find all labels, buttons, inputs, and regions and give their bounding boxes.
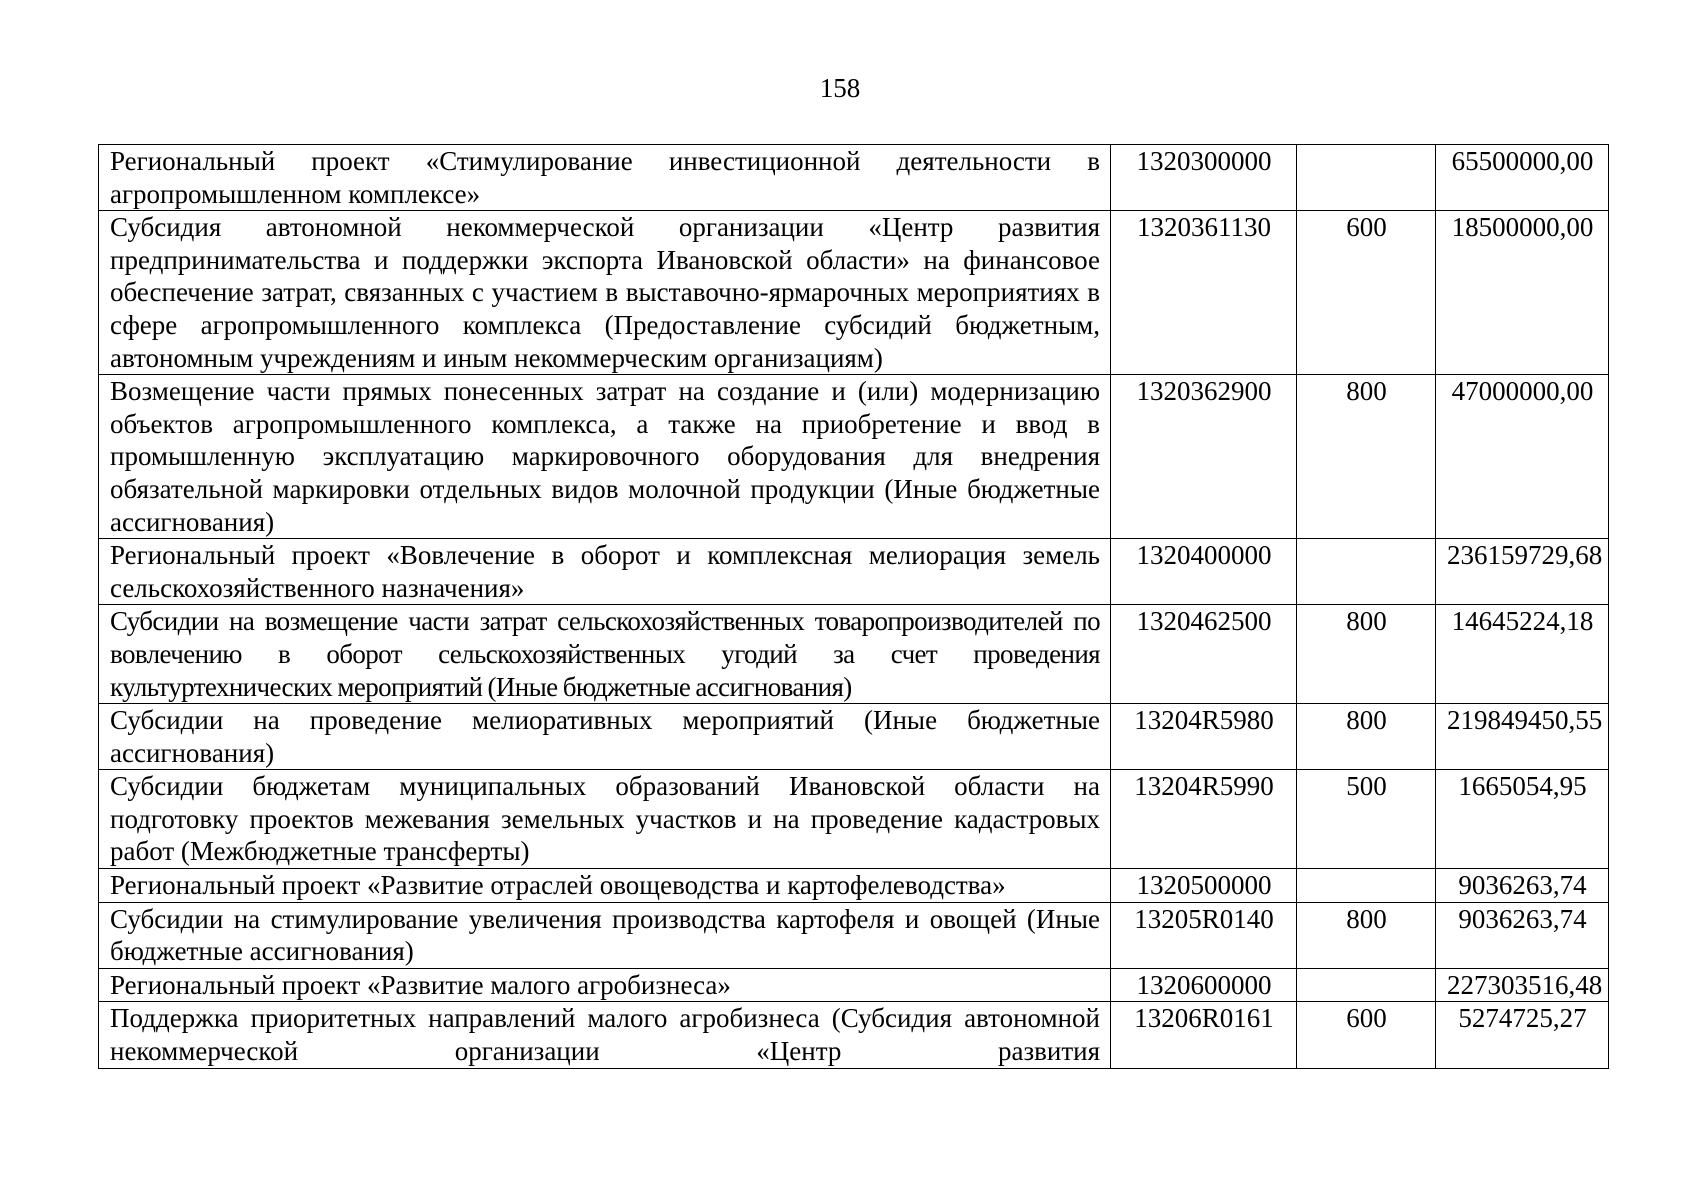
- row-name: Субсидии бюджетам муниципальных образований Ивановской области на подготовку проектов межевания земельных участков и на проведение кадастровых работ (Межбюджетные трансферты): [99, 770, 1111, 869]
- row-amount: 5274725,27: [1436, 1002, 1609, 1068]
- page-number: 158: [819, 73, 861, 103]
- table-row: [99, 145, 1609, 211]
- row-name: Региональный проект «Развитие малого агробизнеса»: [99, 968, 1111, 1002]
- table-row: [99, 869, 1609, 903]
- budget-allocation-table: [98, 144, 1609, 1069]
- row-amount: 9036263,74: [1436, 902, 1609, 968]
- row-name: Субсидии на проведение мелиоративных мероприятий (Иные бюджетные ассигнования): [99, 704, 1111, 770]
- row-target-code: 13204R5990: [1111, 770, 1297, 869]
- row-expense-type: [1297, 968, 1436, 1002]
- row-target-code: 13206R0161: [1111, 1002, 1297, 1068]
- row-amount: 219849450,55: [1436, 704, 1609, 770]
- row-expense-type: 600: [1297, 1002, 1436, 1068]
- row-expense-type: [1297, 869, 1436, 903]
- table-row: [99, 704, 1609, 770]
- row-target-code: 1320362900: [1111, 375, 1297, 539]
- row-amount: 9036263,74: [1436, 869, 1609, 903]
- row-target-code: 13204R5980: [1111, 704, 1297, 770]
- row-expense-type: 500: [1297, 770, 1436, 869]
- table-row: [99, 968, 1609, 1002]
- table-row: [99, 539, 1609, 605]
- table-row: [99, 902, 1609, 968]
- table-row: [99, 770, 1609, 869]
- row-amount: 14645224,18: [1436, 605, 1609, 704]
- row-name: Региональный проект «Стимулирование инвестиционной деятельности в агропромышленном комплексе»: [99, 145, 1111, 211]
- row-expense-type: 800: [1297, 704, 1436, 770]
- row-amount: 227303516,48: [1436, 968, 1609, 1002]
- row-expense-type: 600: [1297, 211, 1436, 375]
- table-row: [99, 1002, 1609, 1068]
- row-expense-type: 800: [1297, 902, 1436, 968]
- table-row: [99, 211, 1609, 375]
- row-expense-type: 800: [1297, 375, 1436, 539]
- row-amount: 65500000,00: [1436, 145, 1609, 211]
- row-amount: 236159729,68: [1436, 539, 1609, 605]
- table-row: [99, 375, 1609, 539]
- row-target-code: 13205R0140: [1111, 902, 1297, 968]
- row-target-code: 1320600000: [1111, 968, 1297, 1002]
- row-name: Субсидии на стимулирование увеличения производства картофеля и овощей (Иные бюджетные ассигнования): [99, 902, 1111, 968]
- row-name: Поддержка приоритетных направлений малого агробизнеса (Субсидия автономной некоммерческой организации «Центр развития: [99, 1002, 1111, 1068]
- row-target-code: 1320500000: [1111, 869, 1297, 903]
- row-name: Субсидия автономной некоммерческой организации «Центр развития предпринимательства и поддержки экспорта Ивановской области» на финансовое обеспечение затрат, связанных с участием в выставочно-ярмарочных мероприятиях в сфере агропромышленного комплекса (Предоставление субсидий бюджетным, автономным учреждениям и иным некоммерческим организациям): [99, 211, 1111, 375]
- row-name: Возмещение части прямых понесенных затрат на создание и (или) модернизацию объектов агропромышленного комплекса, а также на приобретение и ввод в промышленную эксплуатацию маркировочного оборудования для внедрения обязательной маркировки отдельных видов молочной продукции (Иные бюджетные ассигнования): [99, 375, 1111, 539]
- table-row: [99, 605, 1609, 704]
- row-name: Субсидии на возмещение части затрат сельскохозяйственных товаропроизводителей по вовлечению в оборот сельскохозяйственных угодий за счет проведения культуртехнических мероприятий (Иные бюджетные ассигнования): [99, 605, 1111, 704]
- row-target-code: 1320400000: [1111, 539, 1297, 605]
- row-target-code: 1320300000: [1111, 145, 1297, 211]
- row-amount: 47000000,00: [1436, 375, 1609, 539]
- row-target-code: 1320361130: [1111, 211, 1297, 375]
- row-name: Региональный проект «Развитие отраслей овощеводства и картофелеводства»: [99, 869, 1111, 903]
- row-expense-type: 800: [1297, 605, 1436, 704]
- row-name: Региональный проект «Вовлечение в оборот и комплексная мелиорация земель сельскохозяйственного назначения»: [99, 539, 1111, 605]
- row-expense-type: [1297, 145, 1436, 211]
- row-target-code: 1320462500: [1111, 605, 1297, 704]
- row-amount: 1665054,95: [1436, 770, 1609, 869]
- row-amount: 18500000,00: [1436, 211, 1609, 375]
- row-expense-type: [1297, 539, 1436, 605]
